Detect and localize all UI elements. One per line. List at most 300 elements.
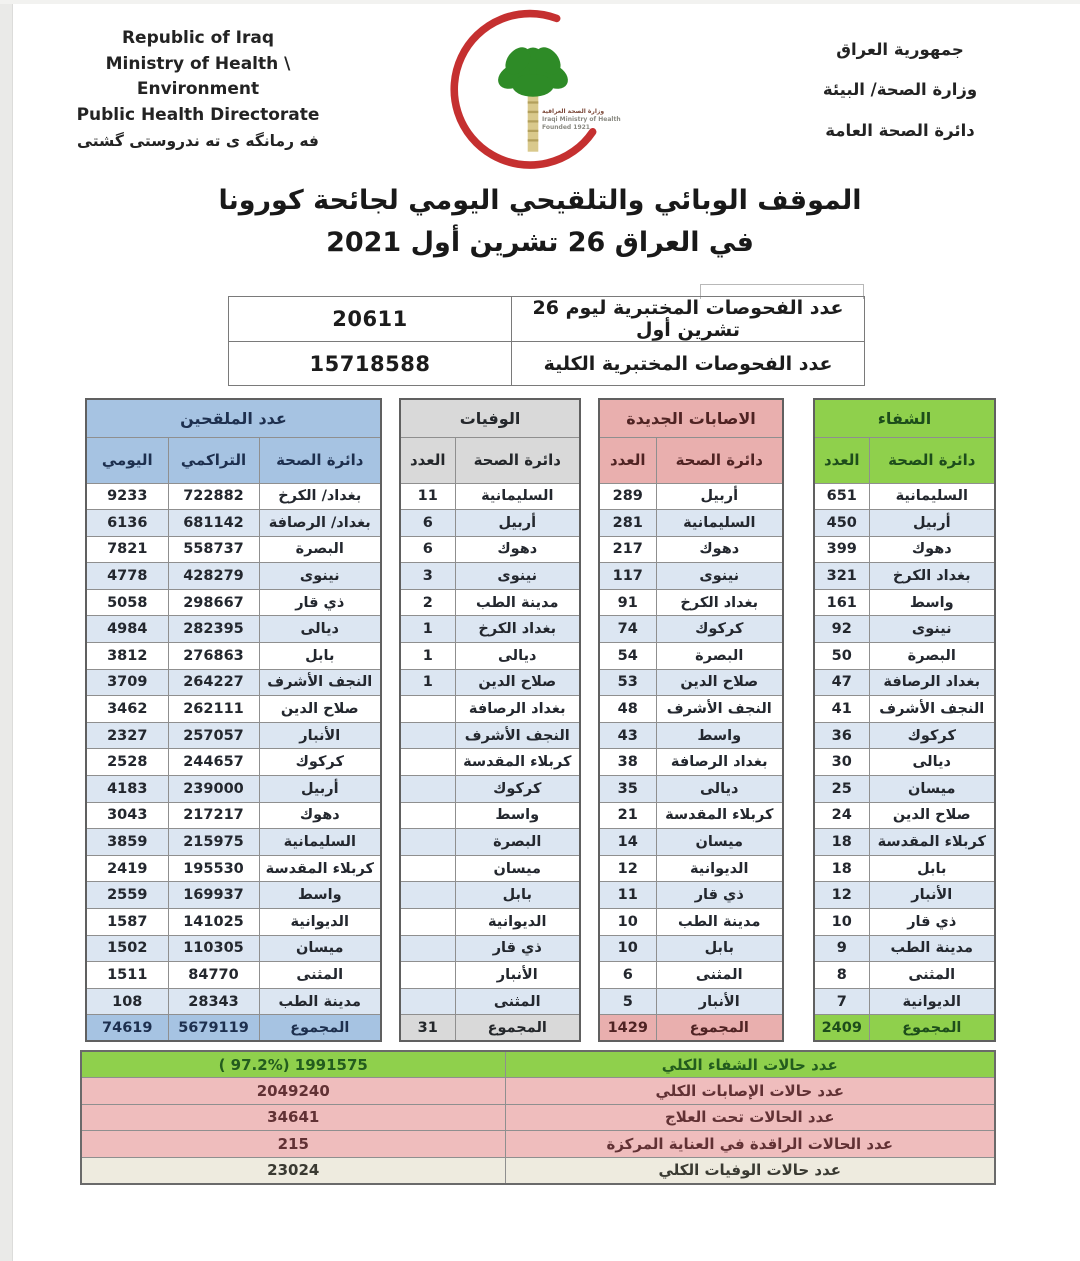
lab-tests-table (228, 296, 865, 386)
province-name: بغداد الرصافة (455, 696, 580, 723)
report-title-line1: الموقف الوبائي والتلقيحي اليومي لجائحة كورونا (218, 185, 862, 216)
count-value: 450 (814, 510, 869, 537)
count-value: 48 (599, 696, 656, 723)
count-value: 54 (599, 643, 656, 670)
province-name: مدينة الطب (259, 988, 381, 1015)
province-name: النجف الأشرف (656, 696, 783, 723)
province-row (400, 802, 580, 829)
count-value: 1 (400, 669, 455, 696)
col-header-directorate: دائرة الصحة (869, 437, 995, 483)
province-row (814, 563, 995, 590)
province-row (814, 643, 995, 670)
under-treatment-label: عدد الحالات تحت العلاج (505, 1104, 995, 1131)
count-value: 1 (400, 616, 455, 643)
report-title (150, 180, 930, 264)
province-row (814, 882, 995, 909)
province-name: ديالى (259, 616, 381, 643)
province-name: بابل (259, 643, 381, 670)
province-name: كربلاء المقدسة (259, 855, 381, 882)
province-row (86, 696, 381, 723)
province-name: المثنى (455, 988, 580, 1015)
total-row (400, 1015, 580, 1042)
count-value: 2419 (86, 855, 168, 882)
province-name: البصرة (656, 643, 783, 670)
province-name: واسط (869, 589, 995, 616)
total-cases-value: 2049240 (81, 1078, 505, 1105)
province-name: الديوانية (869, 988, 995, 1015)
count-value: 9 (814, 935, 869, 962)
count-value: 1429 (599, 1015, 656, 1042)
summary-row (81, 1104, 995, 1131)
header-english-block (42, 26, 354, 153)
count-value: 681142 (168, 510, 259, 537)
province-row (86, 882, 381, 909)
province-name: بغداد الكرخ (455, 616, 580, 643)
count-value (400, 722, 455, 749)
province-row (400, 563, 580, 590)
recovered-table-title: الشفاء (814, 399, 995, 437)
province-name: صلاح الدين (455, 669, 580, 696)
header-ministry: Ministry of Health \ Environment (105, 53, 291, 99)
province-row (599, 776, 783, 803)
count-value: 41 (814, 696, 869, 723)
total-row (814, 1015, 995, 1042)
logo-caption-english: Iraqi Ministry of Health (542, 116, 621, 124)
province-row (400, 616, 580, 643)
count-value (400, 882, 455, 909)
count-value (400, 935, 455, 962)
count-value: 399 (814, 536, 869, 563)
report-title-line2: في العراق 26 تشرين أول 2021 (326, 226, 754, 258)
count-value: 4183 (86, 776, 168, 803)
count-value: 117 (599, 563, 656, 590)
count-value: 47 (814, 669, 869, 696)
province-row (599, 722, 783, 749)
province-name: بغداد الرصافة (656, 749, 783, 776)
province-name: أربيل (259, 776, 381, 803)
province-name: السليمانية (455, 483, 580, 510)
vaccinated-table-title: عدد الملقحين (86, 399, 381, 437)
total-recovered-label: عدد حالات الشفاء الكلي (505, 1051, 995, 1078)
province-name: ذي قار (869, 909, 995, 936)
count-value: 24 (814, 802, 869, 829)
province-row (814, 483, 995, 510)
count-value: 3043 (86, 802, 168, 829)
totals-summary-table (80, 1050, 996, 1185)
count-value: 722882 (168, 483, 259, 510)
summary-row (81, 1131, 995, 1158)
province-row (86, 722, 381, 749)
province-row (86, 935, 381, 962)
province-row (599, 935, 783, 962)
province-name: النجف الأشرف (455, 722, 580, 749)
count-value: 8 (814, 962, 869, 989)
count-value: 30 (814, 749, 869, 776)
count-value: 31 (400, 1015, 455, 1042)
province-row (400, 962, 580, 989)
province-name: ذي قار (259, 589, 381, 616)
province-name: ذي قار (455, 935, 580, 962)
count-value: 108 (86, 988, 168, 1015)
province-name: الديوانية (656, 855, 783, 882)
province-row (599, 589, 783, 616)
header-country-ar: جمهورية العراق (836, 40, 964, 59)
province-row (814, 962, 995, 989)
total-tests-label: عدد الفحوصات المختبرية الكلية (512, 342, 865, 386)
count-value: 298667 (168, 589, 259, 616)
count-value: 7821 (86, 536, 168, 563)
province-row (599, 855, 783, 882)
province-name: المجموع (455, 1015, 580, 1042)
count-value: 3812 (86, 643, 168, 670)
count-value: 3462 (86, 696, 168, 723)
col-header-count: العدد (400, 437, 455, 483)
province-row (86, 589, 381, 616)
count-value: 2528 (86, 749, 168, 776)
province-row (86, 988, 381, 1015)
count-value: 161 (814, 589, 869, 616)
province-row (814, 536, 995, 563)
province-name: الديوانية (455, 909, 580, 936)
province-name: مدينة الطب (656, 909, 783, 936)
province-name: الأنبار (259, 722, 381, 749)
province-row (599, 616, 783, 643)
count-value: 14 (599, 829, 656, 856)
count-value: 38 (599, 749, 656, 776)
count-value: 10 (599, 935, 656, 962)
province-row (400, 669, 580, 696)
province-name: الأنبار (869, 882, 995, 909)
col-header-directorate: دائرة الصحة (259, 437, 381, 483)
province-row (599, 563, 783, 590)
count-value: 1 (400, 643, 455, 670)
province-row (86, 536, 381, 563)
province-name: بغداد/ الكرخ (259, 483, 381, 510)
count-value: 1587 (86, 909, 168, 936)
header-arabic-block (760, 30, 1040, 151)
col-header-directorate: دائرة الصحة (455, 437, 580, 483)
under-treatment-value: 34641 (81, 1104, 505, 1131)
count-value: 217217 (168, 802, 259, 829)
province-row (86, 669, 381, 696)
province-row (599, 510, 783, 537)
ministry-logo (438, 4, 628, 182)
count-value: 2559 (86, 882, 168, 909)
deaths-table (399, 398, 581, 1042)
col-header-daily: اليومي (86, 437, 168, 483)
count-value: 18 (814, 855, 869, 882)
table-title-row (814, 399, 995, 437)
total-row (86, 1015, 381, 1042)
count-value: 1511 (86, 962, 168, 989)
new-cases-table (598, 398, 784, 1042)
count-value: 282395 (168, 616, 259, 643)
province-name: النجف الأشرف (869, 696, 995, 723)
province-name: صلاح الدين (869, 802, 995, 829)
province-row (599, 536, 783, 563)
deaths-table-title: الوفيات (400, 399, 580, 437)
count-value: 3 (400, 563, 455, 590)
icu-cases-value: 215 (81, 1131, 505, 1158)
province-row (814, 722, 995, 749)
summary-row (81, 1051, 995, 1078)
province-name: السليمانية (259, 829, 381, 856)
header-directorate: Public Health Directorate (76, 104, 320, 125)
count-value: 91 (599, 589, 656, 616)
province-row (599, 962, 783, 989)
count-value: 4778 (86, 563, 168, 590)
table-row (229, 342, 865, 386)
province-row (400, 510, 580, 537)
province-row (400, 589, 580, 616)
count-value: 10 (814, 909, 869, 936)
province-row (86, 563, 381, 590)
count-value: 6136 (86, 510, 168, 537)
province-name: المثنى (869, 962, 995, 989)
province-row (814, 829, 995, 856)
count-value: 7 (814, 988, 869, 1015)
province-name: بغداد الكرخ (869, 563, 995, 590)
logo-caption-founded: Founded 1921 (542, 124, 590, 132)
count-value: 74 (599, 616, 656, 643)
province-name: دهوك (869, 536, 995, 563)
count-value: 11 (400, 483, 455, 510)
province-row (400, 855, 580, 882)
province-row (400, 776, 580, 803)
province-name: بغداد/ الرصافة (259, 510, 381, 537)
count-value: 6 (599, 962, 656, 989)
province-row (86, 616, 381, 643)
count-value: 84770 (168, 962, 259, 989)
province-row (814, 696, 995, 723)
total-recovered-value: ( 97.2%) 1991575 (81, 1051, 505, 1078)
province-name: كربلاء المقدسة (455, 749, 580, 776)
province-name: واسط (656, 722, 783, 749)
province-name: الديوانية (259, 909, 381, 936)
daily-tests-value: 20611 (229, 297, 512, 342)
province-name: المجموع (869, 1015, 995, 1042)
count-value (400, 962, 455, 989)
province-row (400, 988, 580, 1015)
province-name: دهوك (656, 536, 783, 563)
province-name: البصرة (455, 829, 580, 856)
province-row (86, 483, 381, 510)
province-name: بابل (656, 935, 783, 962)
count-value: 9233 (86, 483, 168, 510)
summary-row (81, 1078, 995, 1105)
province-name: كركوك (869, 722, 995, 749)
count-value (400, 909, 455, 936)
count-value: 5058 (86, 589, 168, 616)
count-value: 74619 (86, 1015, 168, 1042)
count-value: 92 (814, 616, 869, 643)
province-row (400, 483, 580, 510)
province-row (599, 909, 783, 936)
province-row (400, 882, 580, 909)
table-title-row (400, 399, 580, 437)
province-row (814, 776, 995, 803)
province-name: مدينة الطب (455, 589, 580, 616)
count-value: 18 (814, 829, 869, 856)
count-value: 195530 (168, 855, 259, 882)
province-row (814, 988, 995, 1015)
province-name: البصرة (869, 643, 995, 670)
crescent-palm-icon (438, 4, 628, 182)
province-name: واسط (455, 802, 580, 829)
column-header-row (599, 437, 783, 483)
province-name: ديالى (455, 643, 580, 670)
province-row (599, 643, 783, 670)
province-name: بغداد الكرخ (656, 589, 783, 616)
count-value: 50 (814, 643, 869, 670)
count-value: 3859 (86, 829, 168, 856)
count-value: 2327 (86, 722, 168, 749)
total-deaths-value: 23024 (81, 1157, 505, 1184)
province-row (400, 536, 580, 563)
province-row (86, 829, 381, 856)
province-name: البصرة (259, 536, 381, 563)
province-name: بابل (455, 882, 580, 909)
province-row (86, 643, 381, 670)
province-name: ميسان (656, 829, 783, 856)
table-row (229, 297, 865, 342)
count-value: 6 (400, 536, 455, 563)
province-name: السليمانية (869, 483, 995, 510)
province-name: صلاح الدين (656, 669, 783, 696)
col-header-cumulative: التراكمي (168, 437, 259, 483)
province-name: بغداد الرصافة (869, 669, 995, 696)
province-name: ديالى (869, 749, 995, 776)
count-value: 21 (599, 802, 656, 829)
count-value: 3709 (86, 669, 168, 696)
count-value: 651 (814, 483, 869, 510)
count-value: 289 (599, 483, 656, 510)
province-row (599, 483, 783, 510)
count-value: 239000 (168, 776, 259, 803)
province-row (86, 802, 381, 829)
count-value: 428279 (168, 563, 259, 590)
province-name: كركوك (455, 776, 580, 803)
count-value (400, 988, 455, 1015)
province-row (599, 882, 783, 909)
column-header-row (86, 437, 381, 483)
count-value (400, 776, 455, 803)
province-name: المثنى (259, 962, 381, 989)
count-value: 4984 (86, 616, 168, 643)
count-value: 43 (599, 722, 656, 749)
count-value: 12 (599, 855, 656, 882)
count-value: 10 (599, 909, 656, 936)
header-ministry-ar: وزارة الصحة/ البيئة (822, 80, 978, 100)
count-value: 2 (400, 589, 455, 616)
province-row (814, 669, 995, 696)
count-value: 53 (599, 669, 656, 696)
province-row (599, 696, 783, 723)
count-value: 257057 (168, 722, 259, 749)
summary-row (81, 1157, 995, 1184)
province-name: ديالى (656, 776, 783, 803)
total-deaths-label: عدد حالات الوفيات الكلي (505, 1157, 995, 1184)
count-value: 2409 (814, 1015, 869, 1042)
province-row (400, 722, 580, 749)
count-value: 12 (814, 882, 869, 909)
province-name: كربلاء المقدسة (869, 829, 995, 856)
province-name: واسط (259, 882, 381, 909)
province-row (814, 935, 995, 962)
total-tests-value: 15718588 (229, 342, 512, 386)
count-value: 1502 (86, 935, 168, 962)
col-header-count: العدد (814, 437, 869, 483)
province-name: كربلاء المقدسة (656, 802, 783, 829)
province-row (814, 802, 995, 829)
province-name: دهوك (259, 802, 381, 829)
table-title-row (599, 399, 783, 437)
province-row (86, 909, 381, 936)
province-name: أربيل (455, 510, 580, 537)
province-name: المثنى (656, 962, 783, 989)
province-row (814, 749, 995, 776)
province-name: كركوك (656, 616, 783, 643)
count-value (400, 696, 455, 723)
province-row (400, 829, 580, 856)
logo-caption-arabic: وزارة الصحة العراقية (542, 108, 605, 115)
province-name: أربيل (869, 510, 995, 537)
province-name: بابل (869, 855, 995, 882)
province-row (599, 749, 783, 776)
province-name: السليمانية (656, 510, 783, 537)
province-row (814, 909, 995, 936)
count-value: 5679119 (168, 1015, 259, 1042)
province-row (86, 855, 381, 882)
province-row (814, 616, 995, 643)
count-value: 5 (599, 988, 656, 1015)
vaccinated-table (85, 398, 382, 1042)
count-value: 25 (814, 776, 869, 803)
count-value: 28343 (168, 988, 259, 1015)
count-value: 110305 (168, 935, 259, 962)
province-name: أربيل (656, 483, 783, 510)
province-name: ميسان (869, 776, 995, 803)
column-header-row (814, 437, 995, 483)
province-name: المجموع (656, 1015, 783, 1042)
province-row (400, 909, 580, 936)
province-name: دهوك (455, 536, 580, 563)
column-header-row (400, 437, 580, 483)
province-name: ميسان (455, 855, 580, 882)
count-value (400, 829, 455, 856)
province-row (814, 510, 995, 537)
count-value: 6 (400, 510, 455, 537)
province-row (86, 962, 381, 989)
province-name: المجموع (259, 1015, 381, 1042)
count-value: 281 (599, 510, 656, 537)
province-row (599, 829, 783, 856)
province-name: نينوى (656, 563, 783, 590)
province-row (599, 669, 783, 696)
count-value: 321 (814, 563, 869, 590)
province-name: صلاح الدين (259, 696, 381, 723)
province-row (599, 988, 783, 1015)
count-value: 276863 (168, 643, 259, 670)
province-name: الأنبار (656, 988, 783, 1015)
count-value: 558737 (168, 536, 259, 563)
header-kurdish: فه رمانگه ی ته ندروستی گشتی (77, 132, 319, 150)
province-row (400, 935, 580, 962)
col-header-directorate: دائرة الصحة (656, 437, 783, 483)
count-value: 215975 (168, 829, 259, 856)
count-value: 169937 (168, 882, 259, 909)
table-title-row (86, 399, 381, 437)
